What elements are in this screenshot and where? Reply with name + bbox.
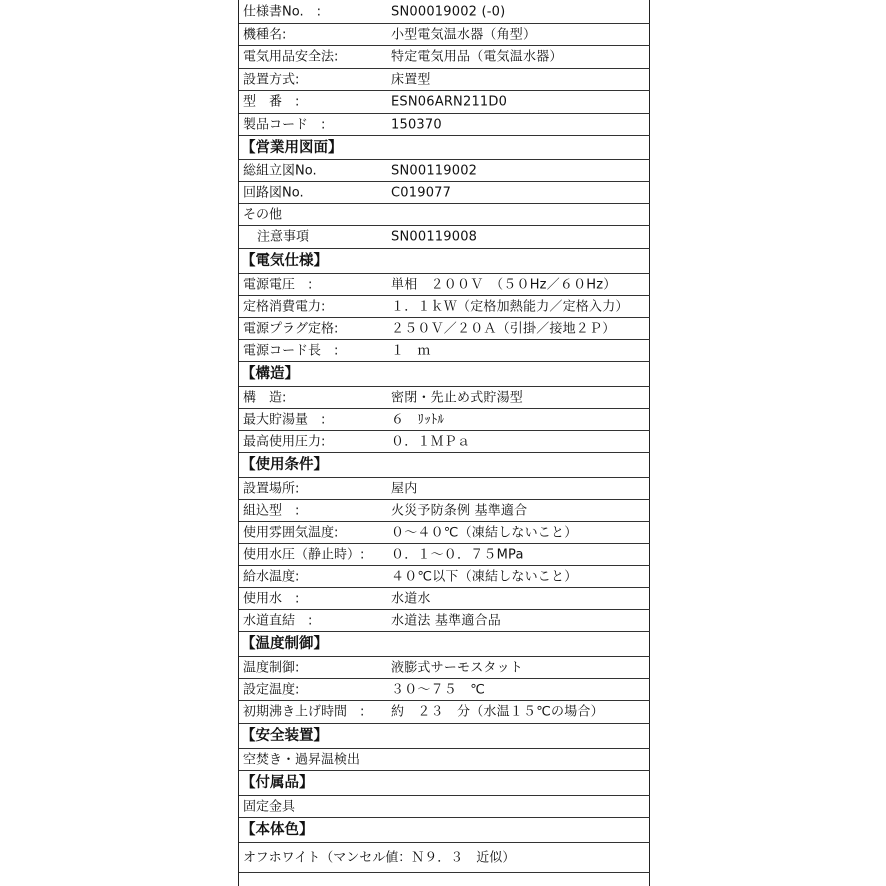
spec-label: 最大貯湯量 : bbox=[243, 412, 326, 427]
spec-row bbox=[239, 114, 650, 136]
spec-label: 使用水圧（静止時）: bbox=[243, 547, 365, 562]
spec-label: 製品コード : bbox=[243, 117, 326, 132]
spec-row bbox=[239, 296, 650, 318]
spec-row bbox=[239, 796, 650, 818]
spec-row bbox=[239, 182, 650, 204]
spec-label: 最高使用圧力: bbox=[243, 434, 326, 449]
spec-label: 電源プラグ定格: bbox=[243, 321, 339, 336]
spec-row bbox=[239, 701, 650, 724]
spec-value: １．１ｋＷ（定格加熱能力／定格入力） bbox=[391, 299, 629, 314]
spec-row bbox=[239, 431, 650, 453]
spec-value: 水道水 bbox=[391, 591, 431, 606]
spec-value: 150370 bbox=[391, 117, 442, 132]
spec-value: 水道法 基準適合品 bbox=[391, 613, 501, 628]
spec-label: 構 造: bbox=[243, 390, 287, 405]
spec-value: ESN06ARN211D0 bbox=[391, 94, 508, 110]
spec-row bbox=[239, 24, 650, 46]
spec-label: 空焚き・過昇温検出 bbox=[243, 752, 361, 767]
spec-value: 火災予防条例 基準適合 bbox=[391, 503, 528, 518]
spec-label: 定格消費電力: bbox=[243, 299, 326, 314]
spec-row bbox=[239, 387, 650, 409]
spec-row bbox=[239, 409, 650, 431]
spec-value: ０～４０℃（凍結しないこと） bbox=[391, 525, 578, 540]
spec-label: 設置方式: bbox=[243, 72, 300, 87]
spec-value: 屋内 bbox=[391, 481, 418, 496]
spec-value: 単相 ２００Ｖ （５０Hz／６０Hz） bbox=[391, 277, 617, 292]
spec-label: その他 bbox=[243, 207, 283, 222]
section-header bbox=[239, 632, 650, 657]
spec-row bbox=[239, 657, 650, 679]
spec-value: C019077 bbox=[391, 185, 452, 200]
spec-label: 総組立図No. bbox=[243, 163, 317, 178]
spec-label: オフホワイト（マンセル値：Ｎ９．３ 近似） bbox=[243, 850, 516, 865]
spec-row bbox=[239, 274, 650, 296]
spec-label: 電気用品安全法: bbox=[243, 49, 339, 65]
spec-label: 回路図No. bbox=[243, 185, 304, 200]
spec-value: 液膨式サーモスタット bbox=[391, 660, 524, 675]
section-title: 【営業用図面】 bbox=[241, 139, 343, 156]
spec-row bbox=[239, 226, 650, 249]
spec-value: ３０～７５ ℃ bbox=[391, 682, 485, 697]
spec-row bbox=[239, 566, 650, 588]
spec-value: １ ｍ bbox=[391, 343, 431, 358]
spec-value: 密閉・先止め式貯湯型 bbox=[391, 390, 524, 405]
section-title: 【電気仕様】 bbox=[241, 252, 328, 269]
spec-row bbox=[239, 46, 650, 69]
spec-label: 設置場所: bbox=[243, 481, 300, 496]
section-header bbox=[239, 362, 650, 387]
spec-label: 電源電圧 : bbox=[243, 277, 313, 292]
spec-value: 小型電気温水器（角型） bbox=[391, 27, 537, 42]
spec-row bbox=[239, 588, 650, 610]
spec-value: SN00119008 bbox=[391, 229, 478, 245]
spec-row bbox=[239, 679, 650, 701]
spec-label: 使用水 : bbox=[243, 591, 300, 606]
spec-row bbox=[239, 340, 650, 362]
section-title: 【使用条件】 bbox=[241, 456, 328, 473]
section-title: 【安全装置】 bbox=[241, 727, 328, 744]
spec-label: 給水温度: bbox=[243, 569, 300, 584]
spec-sheet bbox=[238, 0, 650, 886]
spec-label: 設定温度: bbox=[243, 682, 300, 697]
spec-row bbox=[239, 160, 650, 182]
spec-row bbox=[239, 0, 650, 24]
spec-value: 特定電気用品（電気温水器） bbox=[391, 49, 563, 65]
spec-label: 初期沸き上げ時間 : bbox=[243, 704, 365, 720]
spec-value: 床置型 bbox=[391, 72, 431, 87]
spec-row bbox=[239, 544, 650, 566]
section-header bbox=[239, 771, 650, 796]
spec-row bbox=[239, 522, 650, 544]
spec-value: ２５０Ｖ／２０Ａ（引掛／接地２Ｐ） bbox=[391, 321, 616, 336]
spec-value: ０．１ＭＰａ bbox=[391, 434, 471, 449]
section-title: 【構造】 bbox=[241, 365, 299, 382]
spec-row bbox=[239, 610, 650, 632]
spec-row bbox=[239, 69, 650, 91]
spec-row bbox=[239, 318, 650, 340]
section-header bbox=[239, 453, 650, 478]
spec-value: ０．１～０．７５MPa bbox=[391, 547, 524, 562]
spec-row bbox=[239, 91, 650, 114]
spec-label: 型 番 : bbox=[243, 94, 300, 110]
spec-row bbox=[239, 749, 650, 771]
section-header bbox=[239, 249, 650, 274]
spec-label: 組込型 : bbox=[243, 503, 300, 518]
spec-value: SN00019002 (-0) bbox=[391, 4, 506, 19]
section-title: 【本体色】 bbox=[241, 821, 314, 838]
spec-row bbox=[239, 478, 650, 500]
spec-label: 機種名: bbox=[243, 27, 287, 42]
section-header bbox=[239, 818, 650, 843]
spec-label: 温度制御: bbox=[243, 660, 300, 675]
spec-row bbox=[239, 500, 650, 522]
spec-label: 注意事項 bbox=[257, 229, 310, 245]
spec-label: 固定金具 bbox=[243, 799, 296, 814]
section-title: 【付属品】 bbox=[241, 774, 314, 791]
spec-label: 水道直結 : bbox=[243, 613, 313, 628]
spec-row bbox=[239, 204, 650, 226]
spec-value: ６ ﾘｯﾄﾙ bbox=[391, 412, 445, 427]
spec-label: 使用雰囲気温度: bbox=[243, 525, 339, 540]
section-header bbox=[239, 136, 650, 160]
section-header bbox=[239, 724, 650, 749]
spec-label: 電源コード長 : bbox=[243, 343, 339, 358]
spec-label: 仕様書No. : bbox=[243, 4, 321, 19]
spec-row bbox=[239, 843, 650, 873]
spec-value: SN00119002 bbox=[391, 163, 478, 178]
section-title: 【温度制御】 bbox=[241, 635, 328, 652]
spec-value: 約 ２３ 分（水温１５℃の場合） bbox=[391, 704, 604, 720]
spec-value: ４０℃以下（凍結しないこと） bbox=[391, 569, 578, 584]
